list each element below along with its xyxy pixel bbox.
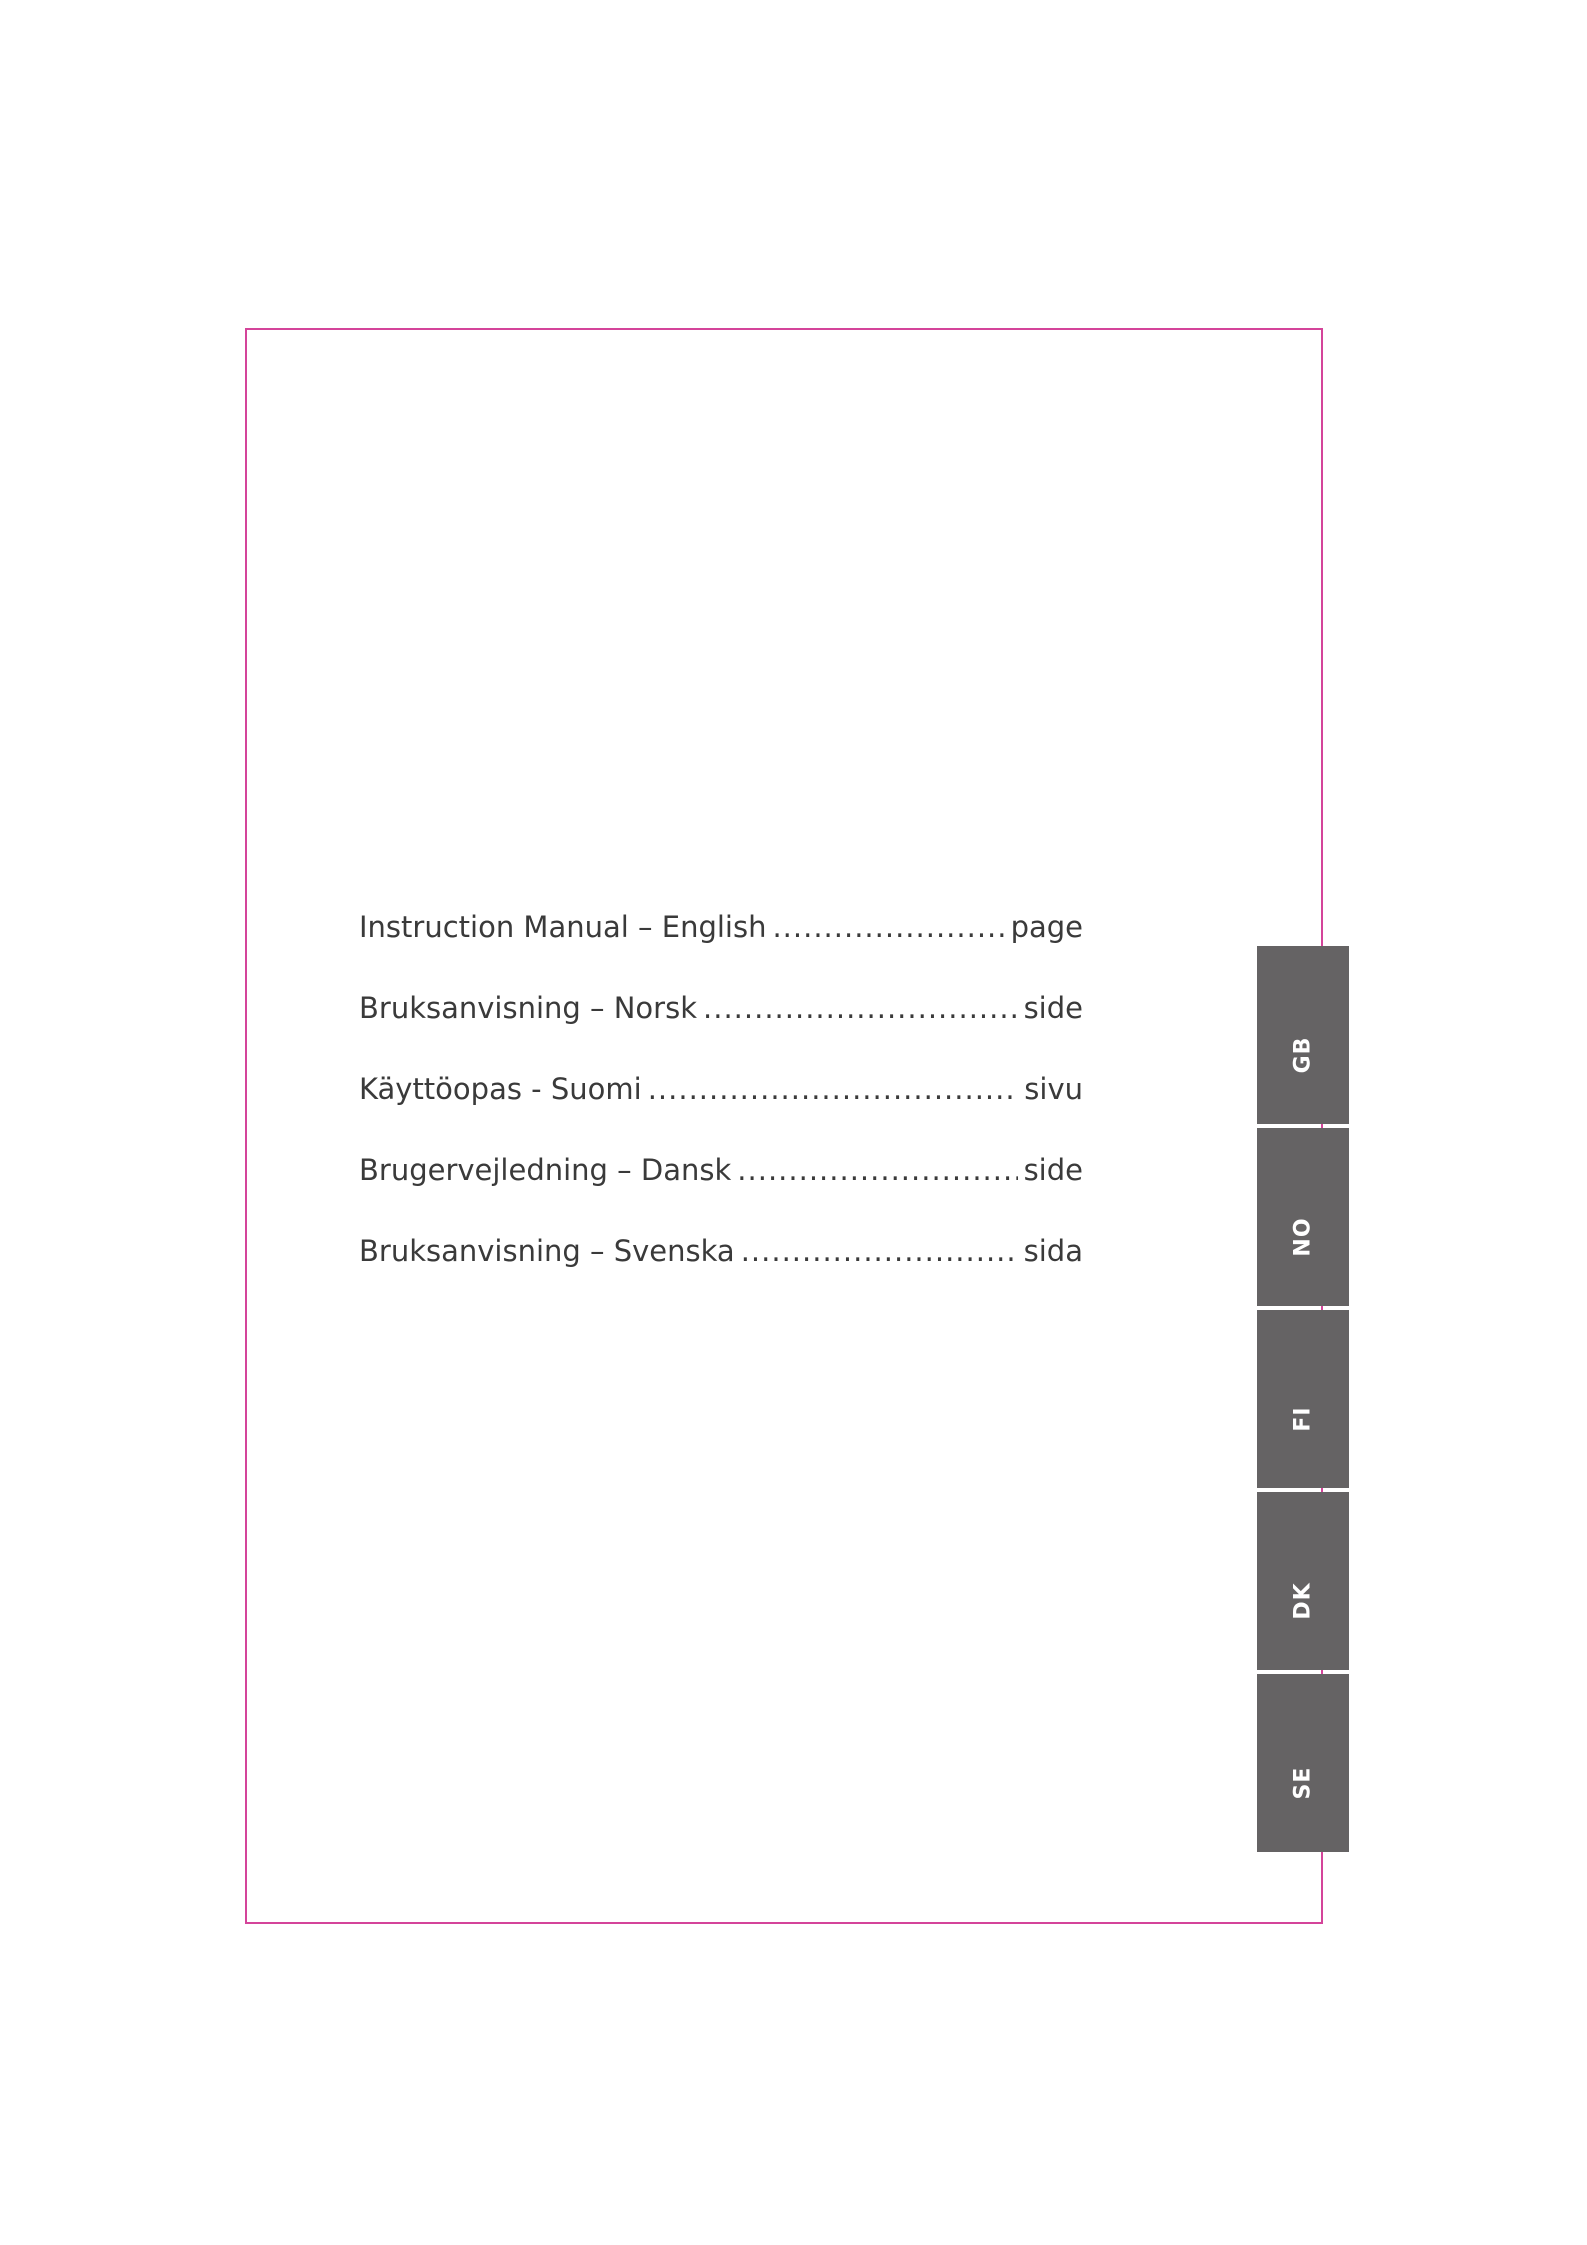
- tab-label: NO: [1290, 1217, 1316, 1257]
- tab-label: SE: [1290, 1766, 1316, 1800]
- toc-entry-title: Käyttöopas - Suomi: [359, 1072, 642, 1106]
- toc-entry-page: side: [1023, 991, 1083, 1025]
- toc-entry-title: Instruction Manual – English: [359, 910, 767, 944]
- tab-gb[interactable]: [1257, 946, 1349, 1124]
- toc-entry-page: sivu: [1024, 1072, 1083, 1106]
- tab-dk[interactable]: [1257, 1492, 1349, 1670]
- toc-entry-page: page: [1010, 910, 1083, 944]
- tab-label: GB: [1290, 1036, 1316, 1074]
- toc-entry-suomi[interactable]: [359, 1072, 1083, 1153]
- language-tabs: [1257, 946, 1349, 1856]
- toc-entry-norsk[interactable]: [359, 991, 1083, 1072]
- table-of-contents: [359, 910, 1083, 1315]
- toc-entry-page: sida: [1023, 1234, 1083, 1268]
- tab-fi[interactable]: [1257, 1310, 1349, 1488]
- tab-se[interactable]: [1257, 1674, 1349, 1852]
- toc-entry-page: side: [1023, 1153, 1083, 1187]
- toc-entry-english[interactable]: [359, 910, 1083, 991]
- dot-leader: [772, 910, 1004, 944]
- dot-leader: [741, 1234, 1018, 1268]
- toc-entry-title: Brugervejledning – Dansk: [359, 1153, 732, 1187]
- toc-entry-title: Bruksanvisning – Norsk: [359, 991, 698, 1025]
- dot-leader: [648, 1072, 1019, 1106]
- toc-entry-title: Bruksanvisning – Svenska: [359, 1234, 735, 1268]
- toc-entry-svenska[interactable]: [359, 1234, 1083, 1315]
- dot-leader: [737, 1153, 1017, 1187]
- dot-leader: [703, 991, 1018, 1025]
- toc-entry-dansk[interactable]: [359, 1153, 1083, 1234]
- tab-no[interactable]: [1257, 1128, 1349, 1306]
- tab-label: FI: [1290, 1406, 1316, 1432]
- tab-label: DK: [1290, 1582, 1316, 1620]
